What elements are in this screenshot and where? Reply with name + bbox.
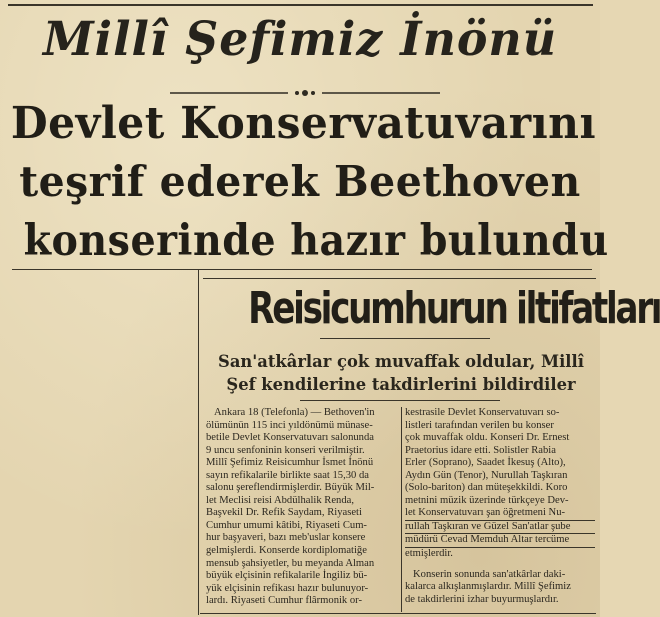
body-line: mensub şahsiyetler, bu meyanda Alman <box>206 557 375 569</box>
body-line: Başvekil Dr. Refik Saydam, Riyaseti <box>206 507 362 519</box>
body-line: lardı. Riyaseti Cumhur flârmonik or- <box>206 595 363 607</box>
body-line: Erler (Soprano), Saadet İkesuş (Alto), <box>405 457 566 469</box>
body-line: Cumhur umumi kâtibi, Riyaseti Cum- <box>206 519 367 531</box>
ornament-divider-icon <box>170 88 440 98</box>
body-line: 9 uncu senfoninin konseri verilmiştir. <box>206 444 365 456</box>
supertitle: Millî Şefimiz İnönü <box>42 12 558 67</box>
body-line: rullah Taşkıran ve Güzel San'atlar şube <box>405 521 595 535</box>
body-line: çok muvaffak oldu. Konseri Dr. Ernest <box>405 432 570 444</box>
headline-line-3: konserinde hazır bulundu <box>23 216 609 266</box>
body-line: ölümünün 115 inci yıldönümü münase- <box>206 419 373 431</box>
body-line: kestrasile Devlet Konservatuvarı so- <box>405 407 560 418</box>
body-line: let Konservatuvarı şan öğretmeni Nu- <box>405 507 595 521</box>
body-line: Aydın Gün (Tenor), Nurullah Taşkıran <box>405 469 568 481</box>
body-line: Konserin sonunda san'atkârlar daki- <box>413 568 566 580</box>
body-line: müdürü Cevad Memduh Altar tercüme <box>405 534 595 548</box>
body-line: Praetorius idare etti. Solistler Rabia <box>405 444 556 456</box>
body-line: sayın refikalarile birlikte saat 15,30 da <box>206 469 369 481</box>
body-line: (Solo-bariton) dan müteşekkildi. Koro <box>405 482 568 494</box>
body-line: yük elçisinin refikası hazır bulunuyor- <box>206 582 369 594</box>
body-line: etmişlerdir. <box>405 548 453 560</box>
body-line: Millî Şefimiz Reisicumhur İsmet İnönü <box>206 457 374 469</box>
column-divider <box>401 407 402 612</box>
deck-line-2: Şef kendilerine takdirlerini bildirdiler <box>226 375 576 394</box>
body-line: metnini müzik üzerinde türkçeye Dev- <box>405 494 569 506</box>
body-line: Ankara 18 (Telefonla) — Bethoven'in <box>214 407 375 418</box>
subhead: Reisicumhurun iltifatları <box>248 283 660 334</box>
top-rule <box>8 4 593 6</box>
body-line: de takdirlerini izhar buyurmuşlardır. <box>405 593 559 605</box>
body-column-1 <box>206 407 396 608</box>
headline-line-1: Devlet Konservatuvarını <box>10 98 597 149</box>
body-line: listleri tarafından verilen bu konser <box>405 419 554 431</box>
subhead-bottom-rule <box>320 338 490 339</box>
subhead-top-rule <box>203 278 596 279</box>
body-line: salonu şereflendirmişlerdir. Büyük Mil- <box>206 482 375 494</box>
body-line: hur başyaveri, bazı meb'uslar konsere <box>206 532 366 544</box>
body-line: gelmişlerdi. Konserde kordiplomatiğe <box>206 545 367 557</box>
body-column-2 <box>405 407 595 606</box>
headline-line-2: teşrif ederek Beethoven <box>19 157 581 206</box>
bottom-rule <box>200 613 596 614</box>
deck-line-1: San'atkârlar çok muvaffak oldular, Millî <box>218 352 584 371</box>
headline-rule <box>12 269 592 270</box>
body-line: kalarca alkışlanmışlardır. Millî Şefimiz <box>405 581 571 593</box>
deck-rule <box>300 400 500 401</box>
body-line: betile Devlet Konservatuvarı salonunda <box>206 432 374 444</box>
left-column-rule <box>198 270 199 615</box>
body-line: let Meclisi reisi Abdülhalik Renda, <box>206 494 354 506</box>
body-line: büyük elçisinin refikalarile İngiliz bü- <box>206 570 368 582</box>
